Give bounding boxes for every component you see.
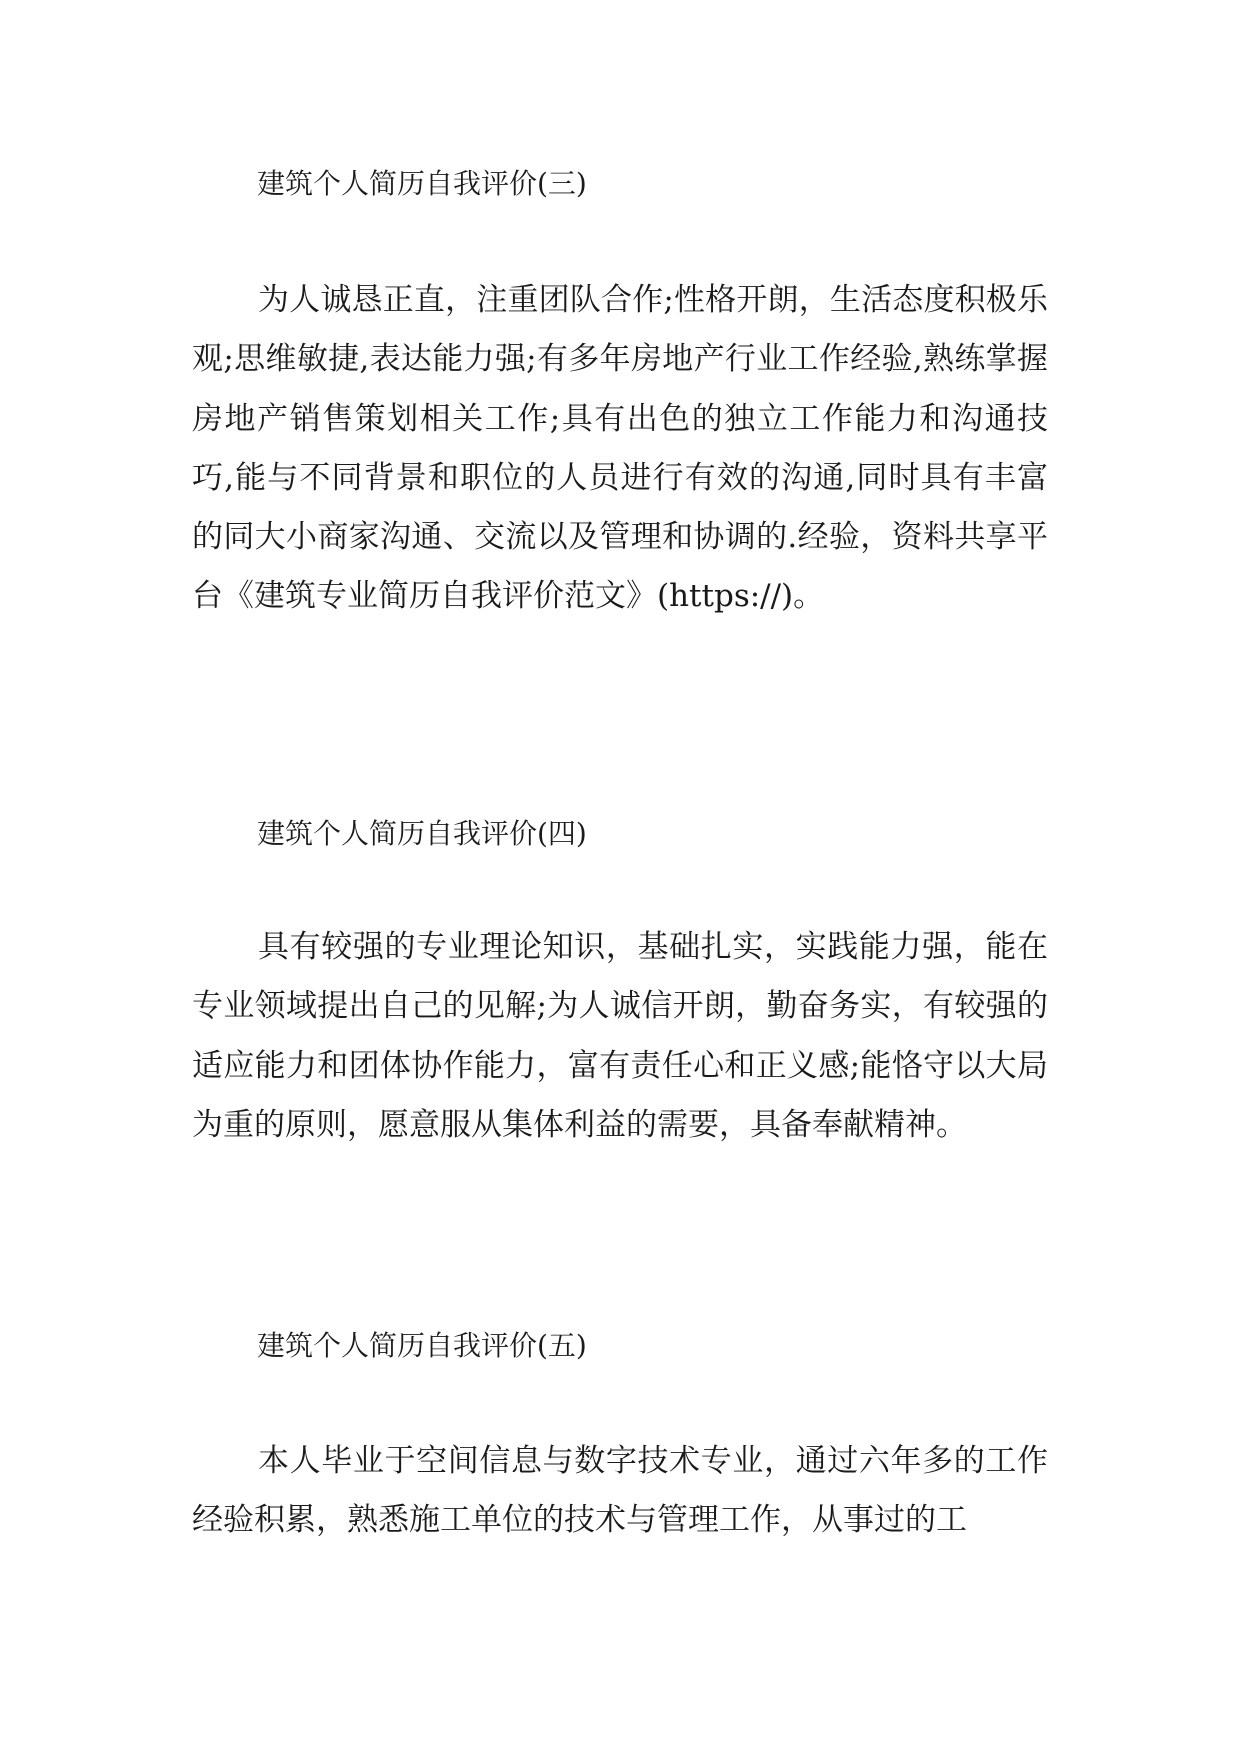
section-body-5: 本人毕业于空间信息与数字技术专业，通过六年多的工作经验积累，熟悉施工单位的技术与管理工作，从事过的工	[192, 1443, 1048, 1539]
section-heading-3: 建筑个人简历自我评价(三)	[257, 167, 587, 200]
section-body-4: 具有较强的专业理论知识，基础扎实，实践能力强，能在专业领域提出自己的见解;为人诚信开朗，勤奋务实，有较强的适应能力和团体协作能力，富有责任心和正义感;能恪守以大局为重的原则，愿意服从集体利益的需要，具备奉献精神。	[192, 929, 1048, 1143]
section-body-3: 为人诚恳正直，注重团队合作;性格开朗，生活态度积极乐观;思维敏捷,表达能力强;有多年房地产行业工作经验,熟练掌握房地产销售策划相关工作;具有出色的独立工作能力和沟通技巧,能与不同背景和职位的人员进行有效的沟通,同时具有丰富的同大小商家沟通、交流以及管理和协调的.经验，资料共享平台《建筑专业简历自我评价范文》(https://)。	[192, 282, 1048, 615]
section-heading-5: 建筑个人简历自我评价(五)	[257, 1329, 587, 1362]
section-heading-4: 建筑个人简历自我评价(四)	[257, 817, 587, 850]
